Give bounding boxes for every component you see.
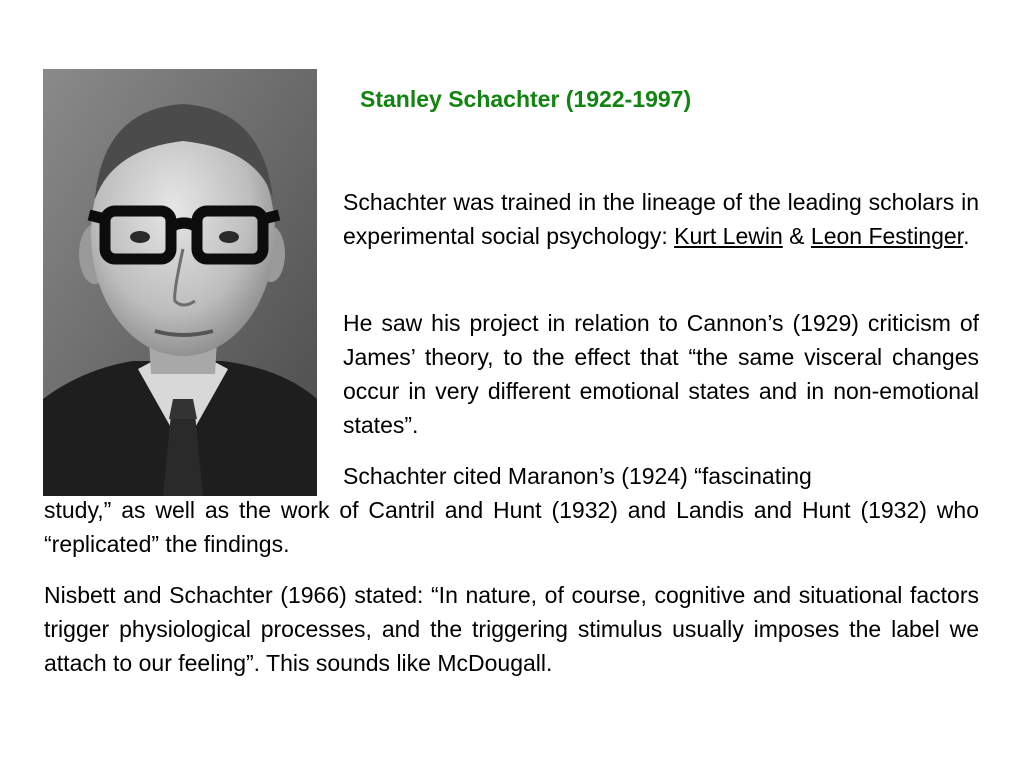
portrait-photo (43, 69, 317, 496)
paragraph-lineage-period: . (963, 223, 970, 249)
paragraph-lineage (343, 185, 979, 253)
link-leon-festinger[interactable]: Leon Festinger (810, 223, 964, 249)
paragraph-maranon-line1: Schachter cited Maranon’s (1924) “fascinating (343, 463, 812, 489)
slide-title: Stanley Schachter (1922-1997) (360, 86, 692, 112)
paragraph-cannon: He saw his project in relation to Cannon’s (1929) criticism of James’ theory, to the effect that “the same visceral changes occur in very different emotional states and in non-emotional states”. (343, 310, 979, 438)
portrait-illustration (43, 69, 317, 496)
paragraph-nisbett: Nisbett and Schachter (1966) stated: “In nature, of course, cognitive and situational factors trigger physiological processes, and the triggering stimulus usually imposes the label we attach to our feeling”. This sounds like McDougall. (44, 582, 979, 676)
ampersand: & (782, 223, 811, 249)
link-kurt-lewin[interactable]: Kurt Lewin (674, 223, 783, 249)
paragraph-maranon-rest: study,” as well as the work of Cantril and Hunt (1932) and Landis and Hunt (1932) who “replicated” the findings. (44, 497, 979, 557)
paragraph-lineage-text: Schachter was trained in the lineage of the leading scholars in experimental social psychology: (343, 189, 979, 249)
